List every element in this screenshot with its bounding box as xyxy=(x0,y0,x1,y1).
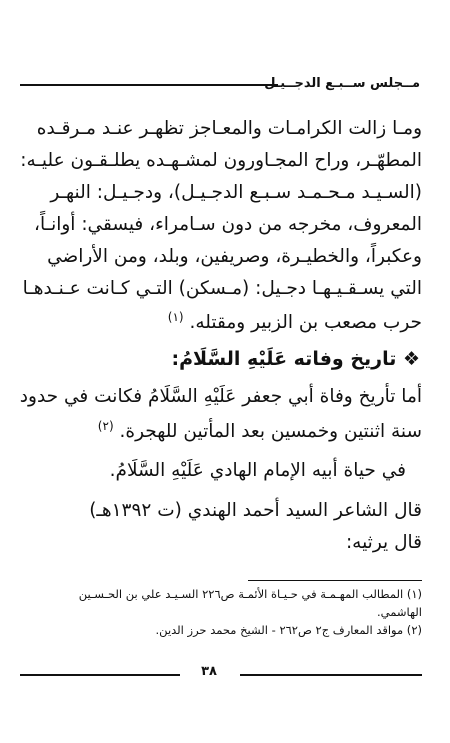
running-header xyxy=(20,72,420,96)
header-rule xyxy=(20,84,278,86)
footnote-1-continued: الهاشمي. xyxy=(376,605,422,619)
page-number: ٣٨ xyxy=(201,664,217,679)
text-line: المعروف، مخرجه من دون سـامراء، فيسقي: أوانـاً، xyxy=(34,214,422,235)
text-line-content: سنة اثنتين وخمسين بعد المأتين للهجرة. xyxy=(119,421,422,443)
paragraph-4 xyxy=(26,500,422,530)
footnote-ref-2: (٢) xyxy=(97,419,114,433)
section-heading: ❖ تاريخ وفاته عَلَيْهِ السَّلَامُ: xyxy=(171,348,420,370)
text-line: (السـيـد مـحـمـد سـبـع الدجـيـل)، ودجـيـل: النهـر xyxy=(50,182,422,203)
text-line xyxy=(98,419,422,442)
footnote-2: (٢) مواقد المعارف ج٢ ص٢٦٢ - الشيخ محمد حرز الدين. xyxy=(155,623,422,637)
footnote-rule xyxy=(248,580,422,581)
paragraph-1 xyxy=(20,118,422,348)
text-line-content: حرب مصعب بن الزبير ومقتله. xyxy=(189,312,422,334)
paragraph-5 xyxy=(26,532,422,562)
text-line: قال يرثيه: xyxy=(345,532,422,553)
text-line: أما تأريخ وفاة أبي جعفر عَلَيْهِ السَّلَامُ فكانت في حدود xyxy=(19,386,422,407)
footer-rule-left xyxy=(20,674,180,676)
running-header-title: مــجلس ســبـع الدجــيـل xyxy=(264,76,420,91)
footnote-ref-1: (١) xyxy=(167,310,184,324)
paragraph-2 xyxy=(19,386,422,456)
paragraph-3 xyxy=(26,460,422,490)
text-line: في حياة أبيه الإمام الهادي عَلَيْهِ السَّلَامُ. xyxy=(109,460,406,481)
text-line: ومـا زالت الكرامـات والمعـاجز تظهـر عنـد مـرقـده xyxy=(36,118,422,139)
text-line: وعكبراً، والخطيـرة، وصريفين، وبلد، ومن الأراضي xyxy=(47,246,422,267)
footer-rule-right xyxy=(240,674,422,676)
text-line xyxy=(168,310,422,333)
text-line: المطهّـر، وراح المجـاورون لمشـهـده يطلـقـون عليـه: xyxy=(20,150,422,171)
text-line: التي يسـقـيـهـا دجـيل: (مـسكن) التـي كـانت عـنـدهـا xyxy=(22,278,422,299)
text-line: قال الشاعر السيد أحمد الهندي (ت ١٣٩٢هـ) xyxy=(89,500,422,521)
footnote-1: (١) المطالب المهـمـة في حـيـاة الأئمـة ص٢٢٦ السـيـد علي بن الحـسـين xyxy=(78,587,422,601)
